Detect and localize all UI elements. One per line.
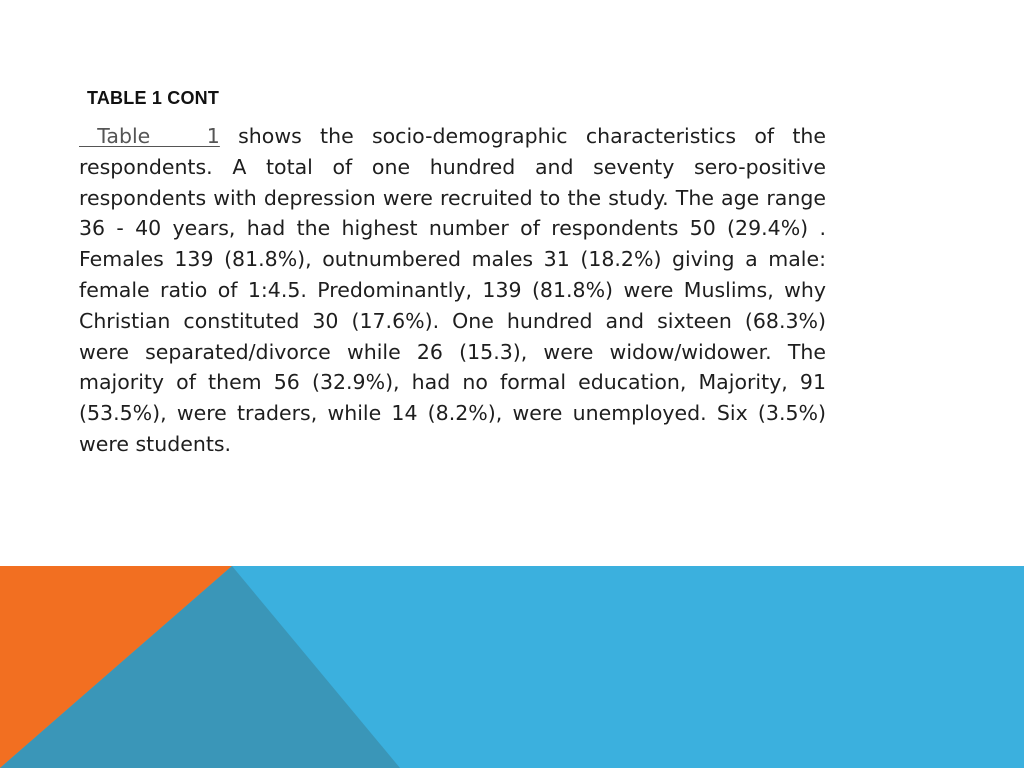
footer-blue-band: [0, 566, 1024, 768]
footer-orange-triangle: [0, 566, 232, 768]
table-1-link[interactable]: Table 1: [79, 124, 220, 148]
body-paragraph: [79, 121, 826, 460]
footer-teal-triangle: [0, 566, 400, 768]
body-paragraph-text: shows the socio-demographic characteristics of the respondents. A total of one hundred and seventy sero-positive respondents with depression were recruited to the study. The age range 36 - 40 years, had the highest number of respondents 50 (29.4%) . Females 139 (81.8%), outnumbered males 31 (18.2%) giving a male: female ratio of 1:4.5. Predominantly, 139 (81.8%) were Muslims, why Christian constituted 30 (17.6%). One hundred and sixteen (68.3%) were separated/divorce while 26 (15.3), were widow/widower. The majority of them 56 (32.9%), had no formal education, Majority, 91 (53.5%), were traders, while 14 (8.2%), were unemployed. Six (3.5%) were students.: [79, 124, 827, 456]
slide-title: TABLE 1 CONT: [87, 88, 220, 108]
